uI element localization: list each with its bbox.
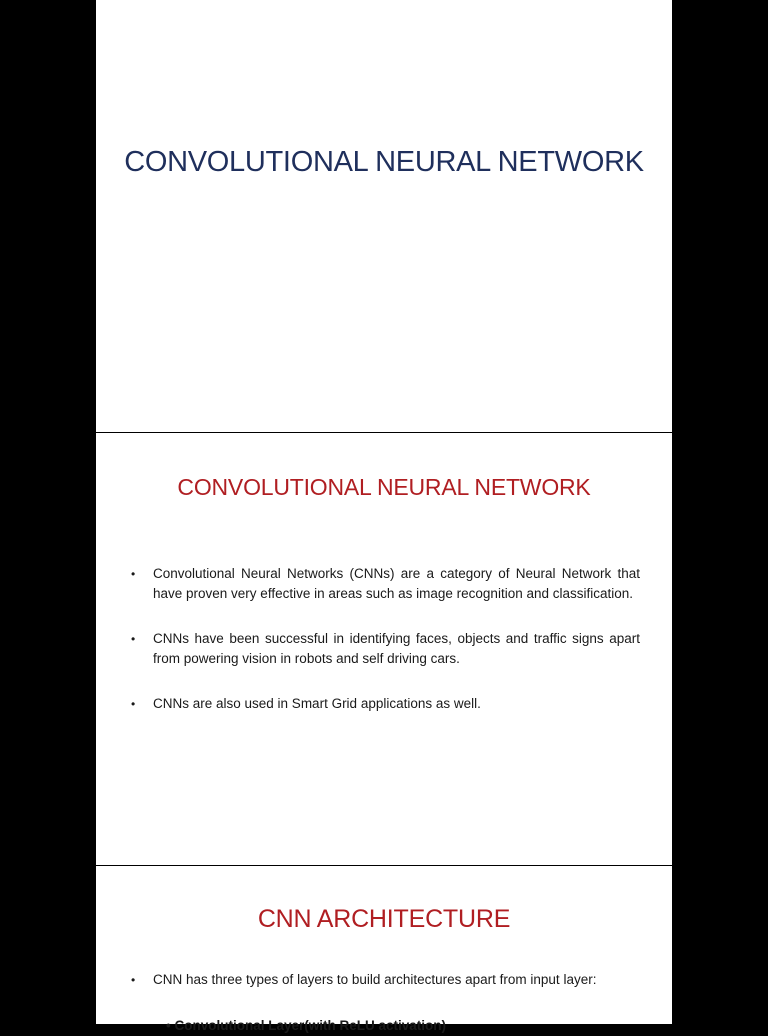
bullet-text: CNN has three types of layers to build architectures apart from input layer: (153, 972, 597, 987)
bullet-text: CNNs are also used in Smart Grid applications as well. (153, 696, 481, 711)
slide-cover (96, 0, 672, 432)
bullet-dot-icon: • (131, 697, 136, 711)
bullet-item (128, 564, 640, 604)
bullet-text: Convolutional Neural Networks (CNNs) are a category of Neural Network that have proven very effective in areas such as image recognition and classification. (153, 566, 640, 601)
bullet-text: CNNs have been successful in identifying faces, objects and traffic signs apart from powering vision in robots and self driving cars. (153, 631, 640, 666)
bullet-dot-icon: • (131, 973, 136, 987)
slide-cnn-intro (96, 433, 672, 865)
sub-bullet-dot-icon: • (166, 1018, 171, 1033)
cover-title: CONVOLUTIONAL NEURAL NETWORK (124, 146, 644, 178)
slide-cnn-architecture (96, 866, 672, 1033)
intro-bullet-list (128, 564, 640, 714)
bullet-dot-icon: • (131, 567, 136, 581)
sub-bullet-item (166, 1016, 446, 1036)
bullet-dot-icon: • (131, 632, 136, 646)
bullet-item (128, 970, 640, 990)
sub-bullet-text: Convolutional Layer(with ReLU activation) (174, 1018, 447, 1033)
bullet-item (128, 694, 640, 714)
architecture-bullet-list (128, 970, 640, 990)
intro-title: CONVOLUTIONAL NEURAL NETWORK (177, 474, 591, 500)
architecture-title: CNN ARCHITECTURE (257, 905, 511, 933)
bullet-item (128, 629, 640, 669)
